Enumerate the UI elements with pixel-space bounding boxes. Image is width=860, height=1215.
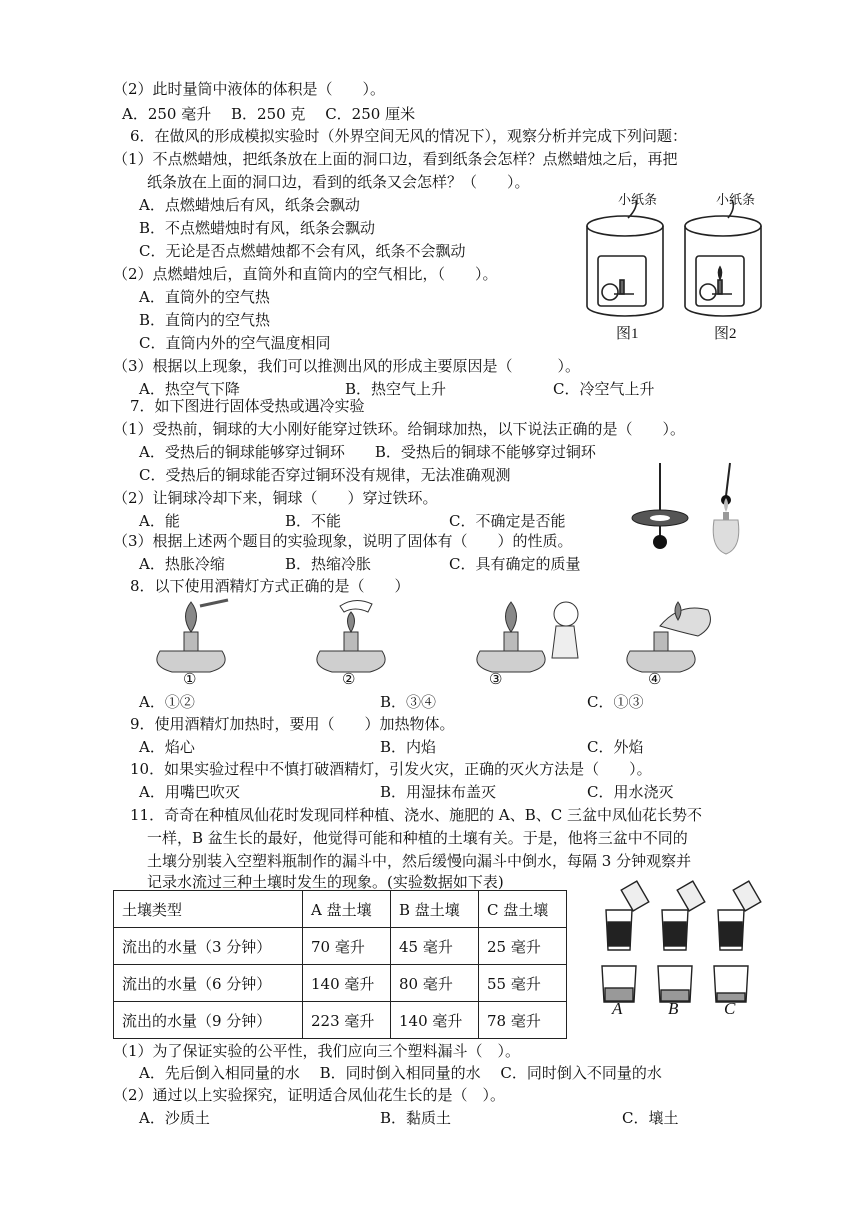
q7-sub2: （2）让铜球冷却下来，铜球（ ）穿过铁环。	[113, 489, 438, 507]
ball-ring-figure	[630, 458, 750, 558]
table-header-cell: C 盘土壤	[479, 891, 567, 928]
cylinder1-candle	[620, 280, 624, 294]
table-cell: 140 毫升	[303, 965, 391, 1002]
q8-option-c: C．①③	[587, 693, 644, 711]
q6-sub1-option-b: B．不点燃蜡烛时有风，纸条会飘动	[139, 219, 376, 237]
table-row	[114, 1002, 567, 1039]
q6-sub1-line1: （1）不点燃蜡烛，把纸条放在上面的洞口边，看到纸条会怎样？点燃蜡烛之后，再把	[113, 150, 678, 168]
funnel-a	[602, 881, 649, 1002]
q6-sub2-option-b: B．直筒内的空气热	[139, 311, 271, 329]
q8-option-b: B．③④	[380, 693, 437, 711]
q6-sub3: （3）根据以上现象，我们可以推测出风的形成主要原因是（ ）。	[113, 357, 581, 375]
q6-sub1-option-c: C．无论是否点燃蜡烛都不会有风，纸条不会飘动	[139, 242, 466, 260]
q6-sub3-option-c: C．冷空气上升	[553, 380, 655, 398]
alcohol-lamp-usage-figures	[150, 596, 720, 688]
table-cell: 25 毫升	[479, 928, 567, 965]
table-cell: 70 毫升	[303, 928, 391, 965]
q11-stem-line2: 一样，B 盆生长的最好，他觉得可能和种植的土壤有关。于是，他将三盆中不同的	[147, 829, 688, 847]
table-row	[114, 928, 567, 965]
fig2-caption: 图2	[714, 326, 737, 342]
table-cell: 45 毫升	[391, 928, 479, 965]
q7-sub2-option-c: C．不确定是否能	[449, 512, 566, 530]
q7-sub1-options-ab: A．受热后的铜球能够穿过铜环 B．受热后的铜球不能够穿过铜环	[139, 443, 596, 461]
q6-sub2-option-a: A．直筒外的空气热	[139, 288, 270, 306]
q6-sub3-option-a: A．热空气下降	[139, 380, 240, 398]
cylinder-experiment-figure	[578, 188, 778, 348]
q7-sub3-option-a: A．热胀冷缩	[139, 555, 225, 573]
q11-sub2-option-b: B．黏质土	[380, 1109, 452, 1127]
table-cell: 流出的水量（6 分钟）	[114, 965, 303, 1002]
funnel-label-a: A	[612, 999, 623, 1018]
funnel-label-c: C	[724, 999, 736, 1018]
table-row	[114, 965, 567, 1002]
lamp-figure-4	[627, 602, 711, 672]
q7-sub1: （1）受热前，铜球的大小刚好能穿过铁环。给铜球加热，以下说法正确的是（ ）。	[113, 420, 686, 438]
q6-sub1-line2: 纸条放在上面的洞口边，看到的纸条又会怎样？（ ）。	[147, 173, 530, 191]
table-header-cell: B 盘土壤	[391, 891, 479, 928]
q11-stem-line4: 记录水流过三种土壤时发生的现象。(实验数据如下表)	[147, 873, 504, 891]
table-cell: 55 毫升	[479, 965, 567, 1002]
q7-sub3-option-c: C．具有确定的质量	[449, 555, 581, 573]
table-cell: 流出的水量（9 分钟）	[114, 1002, 303, 1039]
q6-sub3-option-b: B．热空气上升	[345, 380, 447, 398]
cylinder1-top	[587, 216, 663, 236]
table-header-cell: A 盘土壤	[303, 891, 391, 928]
lamp-label-3: ③	[489, 670, 503, 688]
q11-sub1-options: A．先后倒入相同量的水 B．同时倒入相同量的水 C．同时倒入不同量的水	[139, 1064, 662, 1082]
lamp-label-1: ①	[183, 670, 197, 688]
alcohol-lamp	[713, 520, 739, 554]
cylinder2-top	[685, 216, 761, 236]
lamp-figure-2	[317, 600, 385, 672]
table-cell: 140 毫升	[391, 1002, 479, 1039]
q6-sub2-option-c: C．直筒内外的空气温度相同	[139, 334, 331, 352]
q7-sub1-option-c: C．受热后的铜球能否穿过铜环没有规律，无法准确观测	[139, 466, 511, 484]
table-header-row	[114, 891, 567, 928]
lamp-label-2: ②	[342, 670, 356, 688]
q6-stem: 6．在做风的形成模拟实验时（外界空间无风的情况下），观察分析并完成下列问题：	[130, 127, 688, 145]
cylinder2-candle	[718, 280, 722, 294]
q6-sub2: （2）点燃蜡烛后，直筒外和直筒内的空气相比，（ ）。	[113, 265, 498, 283]
lamp-figure-3	[477, 602, 578, 672]
table-cell: 223 毫升	[303, 1002, 391, 1039]
q10-option-c: C．用水浇灭	[587, 783, 674, 801]
q7-sub3-option-b: B．热缩冷胀	[285, 555, 372, 573]
q11-sub2: （2）通过以上实验探究，证明适合凤仙花生长的是（ ）。	[113, 1086, 506, 1104]
q6-sub1-option-a: A．点燃蜡烛后有风，纸条会飘动	[139, 196, 360, 214]
funnel-b	[658, 881, 705, 1002]
q11-sub2-option-c: C．壤土	[622, 1109, 679, 1127]
q7-sub2-option-a: A．能	[139, 512, 180, 530]
q7-stem: 7．如下图进行固体受热或遇冷实验	[130, 397, 365, 415]
q11-stem-line1: 11．奇奇在种植凤仙花时发现同样种植、浇水、施肥的 A、B、C 三盆中凤仙花长势不	[130, 806, 702, 824]
fig1-caption: 图1	[616, 326, 639, 342]
table-cell: 80 毫升	[391, 965, 479, 1002]
q11-sub1: （1）为了保证实验的公平性，我们应向三个塑料漏斗（ ）。	[113, 1042, 521, 1060]
strip-label-2: 小纸条	[716, 192, 756, 207]
q8-option-a: A．①②	[139, 693, 195, 711]
lamp-figure-1	[157, 600, 228, 672]
q11-stem-line3: 土壤分别装入空塑料瓶制作的漏斗中，然后缓慢向漏斗中倒水，每隔 3 分钟观察并	[147, 852, 692, 870]
strip-label-1: 小纸条	[618, 192, 658, 207]
candle-flame-icon	[719, 267, 722, 279]
q9-stem: 9．使用酒精灯加热时，要用（ ）加热物体。	[130, 715, 455, 733]
funnel-label-b: B	[668, 999, 679, 1018]
copper-ball	[653, 535, 667, 549]
q10-stem: 10．如果实验过程中不慎打破酒精灯，引发火灾，正确的灭火方法是（ ）。	[130, 760, 652, 778]
q9-option-a: A．焰心	[139, 738, 195, 756]
q11-sub2-option-a: A．沙质土	[139, 1109, 210, 1127]
q5-options: A．250 毫升 B．250 克 C．250 厘米	[122, 105, 416, 123]
funnel-c	[714, 881, 761, 1002]
q9-option-c: C．外焰	[587, 738, 644, 756]
q7-sub3: （3）根据上述两个题目的实验现象，说明了固体有（ ）的性质。	[113, 532, 573, 550]
q5-sub2: （2）此时量筒中液体的体积是（ ）。	[113, 80, 386, 98]
soil-funnel-figure	[596, 880, 776, 1018]
soil-data-table	[113, 890, 567, 1039]
table-cell: 流出的水量（3 分钟）	[114, 928, 303, 965]
q7-sub2-option-b: B．不能	[285, 512, 342, 530]
q8-stem: 8．以下使用酒精灯方式正确的是（ ）	[130, 577, 410, 595]
table-header-cell: 土壤类型	[114, 891, 303, 928]
q10-option-a: A．用嘴巴吹灭	[139, 783, 240, 801]
q9-option-b: B．内焰	[380, 738, 437, 756]
lamp-label-4: ④	[648, 670, 662, 688]
q10-option-b: B．用湿抹布盖灭	[380, 783, 497, 801]
table-cell: 78 毫升	[479, 1002, 567, 1039]
